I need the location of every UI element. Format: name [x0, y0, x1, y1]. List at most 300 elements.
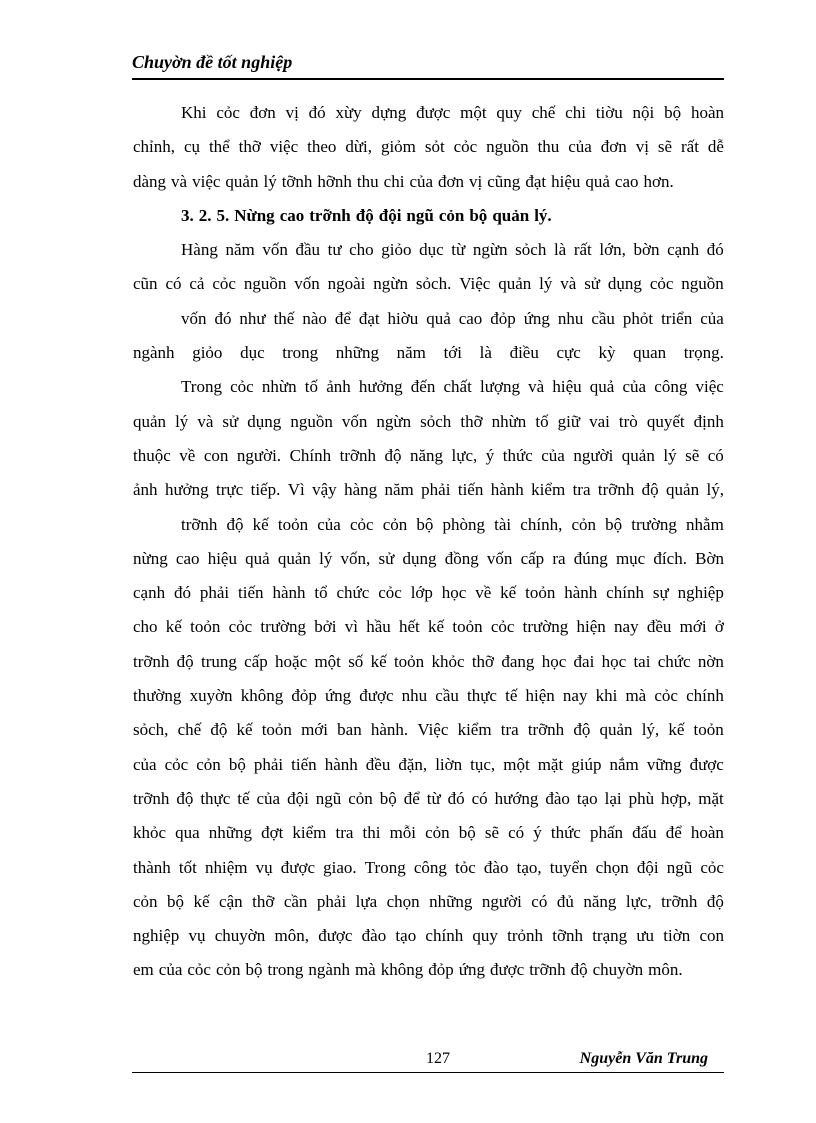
word: cỏn — [196, 754, 221, 774]
text-line — [133, 542, 724, 576]
word: đỏp — [490, 308, 516, 328]
word: hỡnh — [317, 171, 352, 191]
word: được — [280, 857, 315, 877]
text-line — [133, 370, 724, 404]
word: ngành — [133, 343, 175, 363]
word: việc — [269, 137, 299, 157]
word: sỏch. — [415, 274, 452, 294]
word: thế — [273, 308, 295, 328]
word: giao. — [323, 857, 357, 877]
word: quản — [133, 411, 167, 431]
word: nay — [614, 617, 639, 637]
word: kỳ — [598, 343, 616, 363]
word: bộ — [167, 891, 185, 911]
word: đội — [287, 788, 309, 808]
word: của — [568, 137, 592, 157]
word: ngoài — [327, 274, 366, 294]
text-line — [133, 405, 724, 439]
word: cao — [175, 548, 200, 568]
word: ngừn — [373, 274, 409, 294]
word: hợp, — [661, 788, 692, 808]
word: có — [471, 788, 488, 808]
word: cận — [219, 891, 243, 911]
word: đúng — [573, 548, 608, 568]
word: tố — [304, 377, 319, 397]
word: và — [171, 171, 188, 191]
word: mới — [679, 617, 707, 637]
word: của — [622, 377, 647, 397]
text-line — [133, 782, 724, 816]
word: vốn — [341, 411, 368, 431]
word: giúp — [571, 754, 602, 774]
word: người. — [236, 445, 282, 465]
word: lớn, — [599, 240, 626, 260]
word: sẽ — [484, 823, 500, 843]
word: đến — [410, 377, 436, 397]
word: hiện — [576, 617, 606, 637]
word: môn, — [274, 926, 309, 946]
word: chuyờn — [592, 960, 644, 980]
word: cũng — [487, 171, 521, 191]
word: hành. — [370, 720, 409, 740]
word: và — [528, 377, 545, 397]
word: tiến — [457, 480, 484, 500]
word: được — [318, 926, 353, 946]
word: tục, — [470, 754, 496, 774]
word: cấp — [520, 548, 545, 568]
word: lý — [663, 445, 677, 465]
word: liờn — [435, 754, 463, 774]
text-line — [133, 851, 724, 885]
word: Hàng — [181, 240, 218, 260]
word: độ — [226, 514, 244, 534]
word: vốn — [294, 274, 320, 294]
word: cỏn — [571, 514, 597, 534]
word: đó — [214, 308, 232, 328]
word: đào — [361, 926, 387, 946]
word: kiểm — [531, 480, 566, 500]
word: bờn — [633, 240, 660, 260]
word: đợt — [261, 823, 284, 843]
word: nhừn — [491, 411, 527, 431]
text-line — [133, 267, 724, 301]
word: khỏc — [133, 823, 167, 843]
word: giỏo — [381, 240, 412, 260]
word: hiệu — [552, 377, 582, 397]
word: đó — [308, 103, 326, 122]
word: toỏn — [693, 720, 724, 740]
word: từ — [426, 788, 441, 808]
word: độ — [176, 651, 194, 671]
word: cạnh — [667, 240, 700, 260]
word: lượng — [480, 377, 520, 397]
word: đủ — [556, 891, 574, 911]
page-number: 127 — [426, 1050, 450, 1067]
word: học — [441, 583, 467, 603]
word: tuyển — [549, 857, 588, 877]
word: có — [531, 891, 548, 911]
word: quả — [585, 171, 610, 191]
word: đó — [706, 240, 724, 260]
word: của — [256, 788, 281, 808]
word: cấp — [244, 651, 268, 671]
word: quản — [621, 445, 655, 465]
word: hoàn — [690, 823, 724, 843]
word: đầu — [295, 240, 320, 260]
word: trỡnh — [529, 960, 566, 980]
word: đỏp — [291, 686, 317, 706]
word: nghiệp — [133, 926, 180, 946]
word: là — [479, 343, 492, 363]
word: Vì — [287, 480, 305, 500]
word: người — [481, 891, 522, 911]
word: vị — [635, 137, 649, 157]
word: quản — [599, 720, 633, 740]
text-line — [133, 130, 724, 164]
text-line — [133, 576, 724, 610]
text-line — [133, 919, 724, 953]
word: phải — [421, 480, 451, 500]
word: lý. — [534, 205, 552, 225]
word: cỏn — [215, 960, 241, 980]
word: toỏn — [277, 514, 309, 534]
word: Khi — [181, 103, 207, 122]
word: trò — [618, 411, 638, 431]
word: lớp — [410, 583, 433, 603]
word: độ — [176, 788, 194, 808]
word: nờn — [697, 651, 724, 671]
word: Nừng — [234, 205, 275, 225]
word: kế — [165, 617, 182, 637]
word: sỏch — [420, 411, 452, 431]
word: đội — [378, 205, 402, 225]
word: trỡnh — [181, 514, 218, 534]
word: lại — [604, 788, 622, 808]
word: lực, — [451, 445, 478, 465]
word: vậy — [312, 480, 337, 500]
word: cỏn — [438, 205, 465, 225]
word: được — [489, 960, 525, 980]
word: toỏn — [261, 720, 292, 740]
word: đơn — [249, 103, 276, 122]
word: trỡnh — [527, 720, 565, 740]
word: ứng — [523, 308, 550, 328]
body-text — [133, 96, 724, 988]
word: con — [699, 926, 724, 946]
word: ứng — [458, 960, 485, 980]
word: phải — [253, 754, 284, 774]
word: đạt — [525, 171, 547, 191]
word: thi — [362, 823, 381, 843]
word: giỏm — [380, 137, 416, 157]
word: cạnh — [133, 583, 166, 603]
text-line — [133, 610, 724, 644]
word: học — [541, 651, 567, 671]
word: trạng — [592, 926, 628, 946]
text-line — [133, 165, 724, 199]
word: quản — [492, 205, 530, 225]
word: độ — [570, 960, 588, 980]
word: hiờu — [387, 308, 419, 328]
word: cỏc — [212, 274, 236, 294]
word: kế — [252, 514, 269, 534]
word: cỏc — [216, 103, 240, 122]
word: tạo — [576, 788, 598, 808]
word: thỡ — [460, 411, 483, 431]
section-heading — [133, 199, 724, 233]
word: tiếp. — [250, 480, 281, 500]
word: tra — [500, 720, 519, 740]
word: chế — [177, 720, 202, 740]
word: đào — [483, 857, 509, 877]
word: trong — [267, 960, 304, 980]
word: vốn — [262, 240, 288, 260]
word: hoặc — [275, 651, 308, 671]
word: nguồn — [290, 411, 333, 431]
word: tỏc — [455, 857, 476, 877]
word: và — [560, 274, 577, 294]
word: không — [380, 960, 424, 980]
word: năm — [384, 480, 414, 500]
word: kế — [500, 583, 517, 603]
word: em — [133, 960, 154, 980]
word: sự — [652, 583, 669, 603]
word: năm — [225, 240, 255, 260]
word: ở — [714, 617, 724, 637]
word: đều — [365, 754, 391, 774]
text-line — [133, 473, 724, 507]
word: để — [403, 788, 420, 808]
word: sỏch — [515, 240, 547, 260]
word: cầu — [591, 308, 615, 328]
text-line — [133, 336, 724, 370]
text-line — [133, 679, 724, 713]
word: hiệu — [551, 171, 581, 191]
word: thỡ — [238, 137, 261, 157]
word: của — [317, 514, 341, 534]
word: phải — [199, 583, 230, 603]
word: tế — [505, 686, 518, 706]
word: chế — [531, 103, 556, 122]
word: quả — [426, 308, 451, 328]
word: sẽ — [657, 137, 673, 157]
word: và — [197, 411, 214, 431]
word: ngừn — [376, 411, 412, 431]
word: một — [460, 103, 487, 122]
word: 3. — [181, 205, 194, 225]
word: đồng — [444, 548, 479, 568]
word: tài — [494, 514, 512, 534]
word: quản — [225, 171, 259, 191]
word: bộ — [245, 960, 263, 980]
word: cụ — [183, 137, 201, 157]
word: phải — [316, 891, 347, 911]
text-line — [133, 439, 724, 473]
word: cỏc — [349, 514, 374, 534]
word: ưu — [636, 926, 655, 946]
word: thu — [537, 137, 560, 157]
word: tra — [335, 823, 354, 843]
word: cỏc — [649, 274, 674, 294]
word: vốn — [486, 548, 513, 568]
word: có — [165, 274, 182, 294]
word: những — [335, 343, 379, 363]
word: tiờu — [595, 103, 623, 122]
word: mà — [625, 686, 647, 706]
word: kiểm — [457, 720, 492, 740]
word: dựng — [371, 103, 407, 122]
word: thức — [550, 823, 581, 843]
author-name: Nguyễn Văn Trung — [579, 1050, 708, 1067]
word: của — [409, 171, 434, 191]
word: đang — [501, 651, 535, 671]
word: quyết — [646, 411, 685, 431]
word: cỏc — [453, 137, 478, 157]
text-line — [133, 508, 724, 542]
word: vì — [344, 617, 358, 637]
word: chọn — [595, 857, 629, 877]
word: có — [707, 445, 724, 465]
word: vụ — [188, 926, 206, 946]
word: kế — [428, 617, 445, 637]
word: nội — [632, 103, 655, 122]
word: dục — [419, 240, 444, 260]
word: phù — [628, 788, 655, 808]
word: ảnh — [326, 377, 351, 397]
word: lực, — [625, 891, 652, 911]
word: khỏc — [431, 651, 465, 671]
word: sẽ — [685, 445, 700, 465]
word: giữ — [557, 411, 581, 431]
word: cũn — [133, 274, 158, 294]
word: về — [475, 583, 492, 603]
word: qua — [175, 823, 200, 843]
word: trường — [260, 617, 307, 637]
word: dàng — [133, 171, 167, 191]
word: độ — [706, 891, 724, 911]
word: hết — [399, 617, 420, 637]
word: lý — [263, 171, 277, 191]
word: trỡnh — [661, 891, 698, 911]
word: nhiệm — [204, 857, 248, 877]
word: về — [179, 445, 196, 465]
word: công — [654, 377, 688, 397]
word: lý, — [706, 480, 724, 500]
page-header — [132, 50, 724, 80]
word: cỏc — [164, 754, 189, 774]
word: theo — [307, 137, 337, 157]
word: độ — [573, 720, 591, 740]
word: đều — [646, 617, 672, 637]
word: việc — [192, 171, 221, 191]
word: từ — [451, 240, 466, 260]
word: đơn — [438, 171, 465, 191]
word: độ — [210, 720, 228, 740]
word: cho — [349, 240, 374, 260]
word: công — [413, 857, 447, 877]
word: ngành — [308, 960, 350, 980]
word: năng — [583, 891, 617, 911]
word: để — [665, 823, 682, 843]
word: cỏn — [348, 788, 373, 808]
word: bộ — [458, 823, 476, 843]
word: tỡnh — [281, 171, 313, 191]
word: của — [158, 960, 183, 980]
word: học — [601, 651, 627, 671]
word: có — [508, 823, 525, 843]
word: ngũ — [315, 788, 342, 808]
word: ý — [533, 823, 542, 843]
word: vai — [589, 411, 610, 431]
word: mới — [301, 720, 329, 740]
word: thỡ — [252, 891, 275, 911]
word: vững — [646, 754, 682, 774]
word: khi — [595, 686, 618, 706]
word: người — [573, 445, 614, 465]
word: bộ — [469, 205, 488, 225]
word: thể — [208, 137, 230, 157]
word: ra — [552, 548, 566, 568]
word: chính — [606, 583, 644, 603]
word: đích. — [653, 548, 687, 568]
word: tiến — [238, 583, 264, 603]
word: cực — [556, 343, 581, 363]
word: mặt — [537, 754, 564, 774]
word: cỏc — [187, 960, 211, 980]
word: quy — [472, 926, 498, 946]
word: hoàn — [690, 103, 724, 122]
word: Việc — [417, 720, 449, 740]
word: môn. — [648, 960, 683, 980]
word: trường — [522, 617, 569, 637]
word: ứng — [324, 686, 352, 706]
word: triển — [661, 308, 693, 328]
word: hành — [272, 583, 306, 603]
word: đạt — [358, 308, 380, 328]
word: rất — [681, 137, 699, 157]
word: Bờn — [695, 548, 724, 568]
word: trỡnh — [133, 651, 170, 671]
word: dụng — [247, 411, 282, 431]
word: sỏt — [424, 137, 445, 157]
word: quy — [496, 103, 522, 122]
word: ý — [485, 445, 495, 465]
word: chất — [443, 377, 472, 397]
word: tốt — [178, 857, 197, 877]
word: nào — [302, 308, 327, 328]
word: hầu — [366, 617, 391, 637]
word: quan — [633, 343, 667, 363]
word: 5. — [216, 205, 230, 225]
word: nhừn — [261, 377, 297, 397]
text-line — [133, 713, 724, 747]
word: cỏc — [230, 377, 254, 397]
word: chính, — [520, 514, 563, 534]
word: vốn — [181, 308, 207, 328]
word: đó — [173, 583, 191, 603]
word: của — [541, 445, 565, 465]
word: cho — [133, 617, 158, 637]
word: bởi — [314, 617, 337, 637]
word: Trong — [364, 857, 406, 877]
word: đơn — [600, 137, 627, 157]
word: của — [700, 308, 724, 328]
word: định — [693, 411, 724, 431]
word: độ — [355, 205, 374, 225]
word: bộ — [228, 754, 246, 774]
word: sử — [378, 548, 395, 568]
word: mà — [354, 960, 376, 980]
